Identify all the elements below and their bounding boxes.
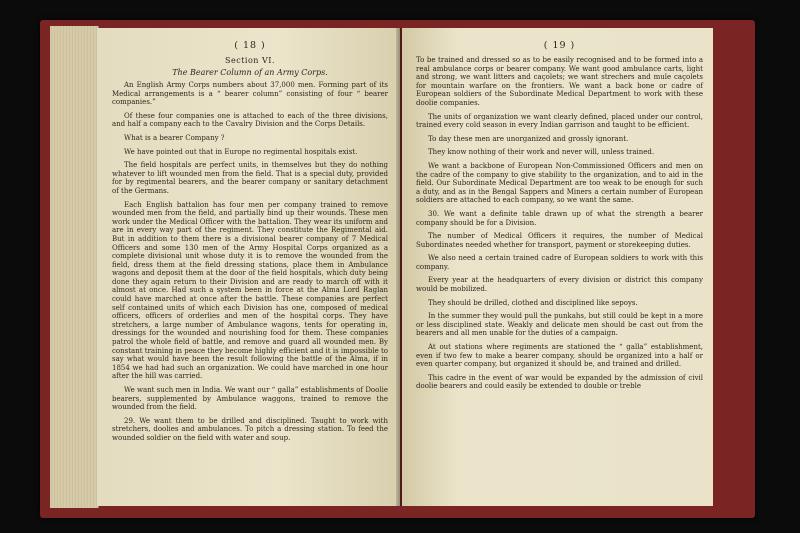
left-page [97,28,400,506]
paragraph: Each English battalion has four men per company trained to remove wounded men from the field, and partially bind up their wounds. These men work under the Medical Officer with the battalion. They wear its uniform and are in every way part of the regiment. They constitute the Regimental aid. But in addition to them there is a divisional bearer company of 7 Medical Officers and some 130 men of the Army Hospital Corps organized as a complete divisional unit whose duty it is to remove the wounded from the field, dress them at the field dressing stations, place them in Ambulance wagons and deposit them at the door of the field hospitals, which duty being done they again return to their Division and are ready to march off with it almost at once. Had such a system been in force at the Alma Lord Raglan could have marched at once after the battle. These companies are perfect self contained units of which each Division has one, composed of medical officers, officers of orderlies and men of the hospital corps. They have stretchers, a large number of Ambulance wagons, tents for operating in, dressings for the wounded and nourishing food for them. These companies patrol the whole field of battle, and remove and guard all wounded men. By constant training in peace they become highly efficient and it is impossible to say what would have been the result following the battle of the Alma, if in 1854 we had had such an organization. We could have marched in one hour after the hill was carried. [112,200,388,381]
paragraph: Every year at the headquarters of every division or district this company would be mobilized. [416,276,703,294]
paragraph: What is a bearer Company ? [124,133,225,142]
paragraph: 29. We want them to be drilled and disciplined. Taught to work with stretchers, doolies and ambulances. To pitch a dressing station. To feed the wounded soldier on the field with water and soup. [112,416,388,442]
page-edges [50,26,99,508]
paragraph: We want such men in India. We want our “ galla” establishments of Doolie bearers, supplemented by Ambulance waggons, trained to remove the wounded from the field. [112,386,388,412]
paragraph: They should be drilled, clothed and disciplined like sepoys. [428,298,638,307]
paragraph: The number of Medical Officers it requires, the number of Medical Subordinates needed whether for transport, payment or storekeeping duties. [416,232,703,249]
right-page [402,28,713,506]
paragraph: In the summer they would pull the punkahs, but still could be kept in a more or less disciplined state. Weakly and delicate men should be cast out from the bearers and all men unable for the duties of a campaign. [416,312,703,338]
section-heading: Section VI. [225,56,275,65]
page-number-left: ( 18 ) [234,40,266,51]
paragraph: We want a backbone of European Non-Commissioned Officers and men on the cadre of the company to give stability to the organization, and to aid in the field. Our Subordinate Medical Department are too weak to be enough for such a duty, and as in the Bengal Sappers and Miners a certain number of European soldiers are attached to each company, so we want the same. [416,161,703,205]
paragraph: To day these men are unorganized and grossly ignorant. [428,134,629,143]
paragraph: The units of organization we want clearly defined, placed under our control, trained every cold season in every Indian garrison and taught to be efficient. [416,112,703,130]
paragraph: At out stations where regiments are stationed the “ galla” establishment, even if two few to make a bearer company, should be organized into a half or even quarter company, but organized it should be, and trained and drilled. [416,343,703,369]
paragraph: To be trained and dressed so as to be easily recognised and to be formed into a real ambulance corps or bearer company. We want good ambulance carts, light and strong, we want litters and caçolets; we want strechers and mule caçolets for mountain warfare on the frontiers. We want a back bone or cadre of European soldiers of the Subordinate Medical Department to work with these doolie companies. [416,56,703,107]
paragraph: An English Army Corps numbers about 37,000 men. Forming part of its Medical arrangements is a “ bearer column” consisting of four “ bearer companies.” [112,81,388,107]
page-number-right: ( 19 ) [543,40,576,51]
section-subtitle: The Bearer Column of an Army Corps. [172,68,328,77]
paragraph: They know nothing of their work and never will, unless trained. [428,148,655,157]
paragraph: Of these four companies one is attached to each of the three divisions, and half a company each to the Cavalry Division and the Corps Details. [112,111,388,129]
paragraph: This cadre in the event of war would be expanded by the admission of civil doolie bearers and could easily be extended to double or treble [416,373,703,391]
paragraph: We also need a certain trained cadre of European soldiers to work with this company. [416,254,703,271]
paragraph: 30. We want a definite table drawn up of what the strength a bearer company should be for a Division. [416,209,703,227]
paragraph: We have pointed out that in Europe no regimental hospitals exist. [124,147,358,156]
paragraph: The field hospitals are perfect units, in themselves but they do nothing whatever to lift wounded men from the field. That is a special duty, provided for by regimental bearers, and the bearer company or sanitary detachment of the Germans. [112,161,388,195]
